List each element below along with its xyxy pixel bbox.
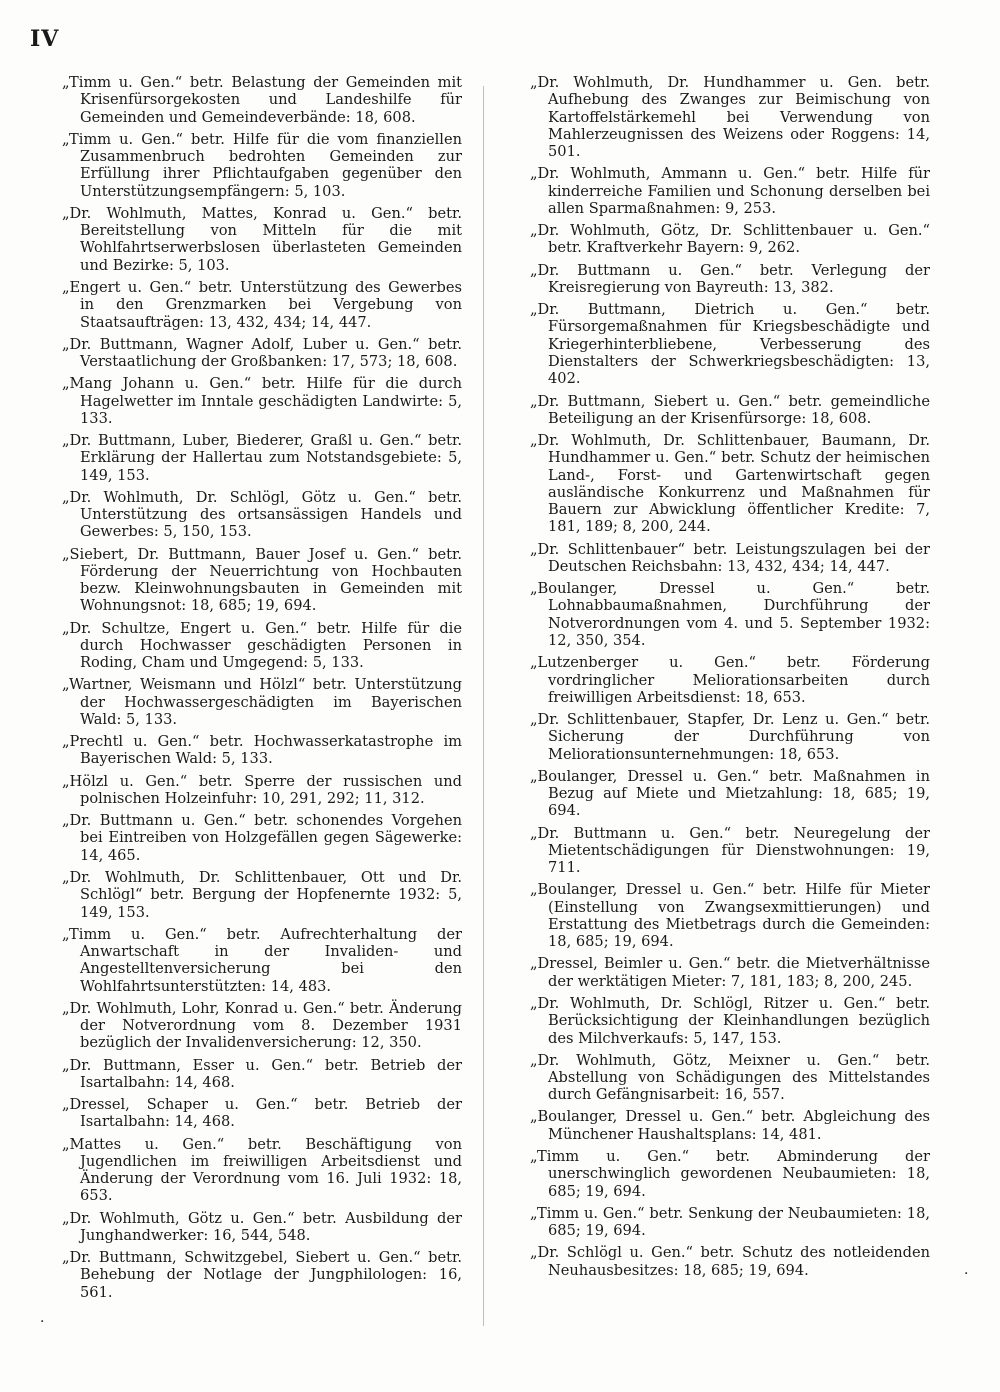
index-entry: „Timm u. Gen.“ betr. Senkung der Neubaumieten: 18, 685; 19, 694. [530, 1204, 930, 1240]
index-entry: „Dr. Schultze, Engert u. Gen.“ betr. Hilfe für die durch Hochwasser geschädigten Personen in Roding, Cham und Umgegend: 5, 133. [62, 619, 462, 672]
index-entry: „Dr. Buttmann u. Gen.“ betr. Neuregelung der Mietentschädigungen für Dienstwohnungen: 19, 711. [530, 824, 930, 877]
index-entry: „Lutzenberger u. Gen.“ betr. Förderung vordringlicher Meliorationsarbeiten durch freiwilligen Arbeitsdienst: 18, 653. [530, 654, 930, 706]
index-entry: „Boulanger, Dressel u. Gen.“ betr. Maßnahmen in Bezug auf Miete und Mietzahlung: 18, 685; 19, 694. [530, 767, 930, 820]
index-entry: „Siebert, Dr. Buttmann, Bauer Josef u. Gen.“ betr. Förderung der Neuerrichtung von Hochbauten bezw. Kleinwohnungsbauten in Gemeinden mit Wohnungsnot: 18, 685; 19, 694. [62, 545, 462, 615]
index-entry: „Dr. Buttmann, Luber, Biederer, Graßl u. Gen.“ betr. Erklärung der Hallertau zum Notstandsgebiete: 5, 149, 153. [62, 431, 462, 484]
index-entry: „Dr. Schlittenbauer, Stapfer, Dr. Lenz u. Gen.“ betr. Sicherung der Durchführung von Meliorationsunternehmungen: 18, 653. [530, 711, 930, 763]
index-entry: „Dr. Buttmann, Siebert u. Gen.“ betr. gemeindliche Beteiligung an der Krisenfürsorge: 18, 608. [530, 392, 930, 427]
index-entry: „Dr. Schlittenbauer“ betr. Leistungszulagen bei der Deutschen Reichsbahn: 13, 432, 434; 14, 447. [530, 540, 930, 575]
index-entry: „Dressel, Beimler u. Gen.“ betr. die Mietverhältnisse der werktätigen Mieter: 7, 181, 183; 8, 200, 245. [530, 955, 930, 990]
index-entry: „Boulanger, Dressel u. Gen.“ betr. Hilfe für Mieter (Einstellung von Zwangsexmittierungen) und Erstattung des Mietbetrags durch die Gemeinden: 18, 685; 19, 694. [530, 881, 930, 951]
left-column [62, 74, 462, 1306]
index-entry: „Dr. Buttmann u. Gen.“ betr. schonendes Vorgehen bei Eintreiben von Holzgefällen gegen Sägewerke: 14, 465. [62, 812, 462, 864]
index-entry: „Mattes u. Gen.“ betr. Beschäftigung von Jugendlichen im freiwilligen Arbeitsdienst und Änderung der Verordnung vom 16. Juli 1932: 18, 653. [62, 1135, 462, 1205]
index-entry: „Mang Johann u. Gen.“ betr. Hilfe für die durch Hagelwetter im Inntale geschädigten Landwirte: 5, 133. [62, 375, 462, 427]
column-divider [483, 86, 484, 1326]
index-entry: „Boulanger, Dressel u. Gen.“ betr. Lohnabbaumaßnahmen, Durchführung der Notverordnungen vom 4. und 5. September 1932: 12, 350, 354. [530, 580, 930, 650]
index-entry: „Dr. Schlögl u. Gen.“ betr. Schutz des notleidenden Neuhausbesitzes: 18, 685; 19, 694. [530, 1244, 930, 1279]
index-entry: „Dr. Wohlmuth, Ammann u. Gen.“ betr. Hilfe für kinderreiche Familien und Schonung derselben bei allen Sparmaßnahmen: 9, 253. [530, 165, 930, 217]
index-entry: „Boulanger, Dressel u. Gen.“ betr. Abgleichung des Münchener Haushaltsplans: 14, 481. [530, 1108, 930, 1143]
index-entry: „Dr. Buttmann, Dietrich u. Gen.“ betr. Fürsorgemaßnahmen für Kriegsbeschädigte und Kriegerhinterbliebene, Verbesserung des Dienstalters der Schwerkriegsbeschädigten: 13, 402. [530, 301, 930, 388]
index-entry: „Wartner, Weismann und Hölzl“ betr. Unterstützung der Hochwassergeschädigten im Bayerischen Wald: 5, 133. [62, 676, 462, 728]
index-entry: „Timm u. Gen.“ betr. Hilfe für die vom finanziellen Zusammenbruch bedrohten Gemeinden zur Erfüllung ihrer Pflichtaufgaben gegenüber den Unterstützungsempfängern: 5, 103. [62, 130, 462, 200]
index-entry: „Dr. Wohlmuth, Dr. Hundhammer u. Gen. betr. Aufhebung des Zwanges zur Beimischung von Kartoffelstärkemehl bei Verwendung von Mahlerzeugnissen des Weizens oder Roggens: 14, 501. [530, 74, 930, 161]
index-entry: „Dr. Wohlmuth, Dr. Schlittenbauer, Ott und Dr. Schlögl“ betr. Bergung der Hopfenernte 1932: 5, 149, 153. [62, 868, 462, 921]
index-entry: „Dr. Wohlmuth, Dr. Schlögl, Götz u. Gen.“ betr. Unterstützung des ortsansässigen Handels und Gewerbes: 5, 150, 153. [62, 488, 462, 541]
index-entry: „Timm u. Gen.“ betr. Aufrechterhaltung der Anwartschaft in der Invaliden- und Angestelltenversicherung bei den Wohlfahrtsunterstützten: 14, 483. [62, 925, 462, 995]
index-entry: „Dr. Wohlmuth, Götz, Meixner u. Gen.“ betr. Abstellung von Schädigungen des Mittelstandes durch Gefängnisarbeit: 16, 557. [530, 1051, 930, 1104]
page-number: IV [30, 26, 60, 52]
index-entry: „Hölzl u. Gen.“ betr. Sperre der russischen und polnischen Holzeinfuhr: 10, 291, 292; 11, 312. [62, 772, 462, 807]
index-entry: „Dr. Buttmann, Schwitzgebel, Siebert u. Gen.“ betr. Behebung der Notlage der Jungphilologen: 16, 561. [62, 1249, 462, 1301]
index-entry: „Dr. Wohlmuth, Götz, Dr. Schlittenbauer u. Gen.“ betr. Kraftverkehr Bayern: 9, 262. [530, 222, 930, 257]
index-entry: „Dr. Wohlmuth, Dr. Schlögl, Ritzer u. Gen.“ betr. Berücksichtigung der Kleinhandlungen bezüglich des Milchverkaufs: 5, 147, 153. [530, 994, 930, 1047]
index-entry: „Dr. Wohlmuth, Dr. Schlittenbauer, Baumann, Dr. Hundhammer u. Gen.“ betr. Schutz der heimischen Land-, Forst- und Gartenwirtschaft gegen ausländische Konkurrenz und Maßnahmen für Bauern zur Abwicklung öffentlicher Kredite: 7, 181, 189; 8, 200, 244. [530, 431, 930, 536]
index-entry: „Dr. Buttmann u. Gen.“ betr. Verlegung der Kreisregierung von Bayreuth: 13, 382. [530, 261, 930, 296]
index-entry: „Dr. Buttmann, Esser u. Gen.“ betr. Betrieb der Isartalbahn: 14, 468. [62, 1056, 462, 1091]
index-entry: „Timm u. Gen.“ betr. Belastung der Gemeinden mit Krisenfürsorgekosten und Landeshilfe für Gemeinden und Gemeindeverbände: 18, 608. [62, 74, 462, 126]
print-mark: · [964, 1266, 969, 1282]
index-entry: „Dr. Buttmann, Wagner Adolf, Luber u. Gen.“ betr. Verstaatlichung der Großbanken: 17, 573; 18, 608. [62, 335, 462, 371]
index-entry: „Dr. Wohlmuth, Götz u. Gen.“ betr. Ausbildung der Junghandwerker: 16, 544, 548. [62, 1209, 462, 1244]
index-entry: „Timm u. Gen.“ betr. Abminderung der unerschwinglich gewordenen Neubaumieten: 18, 685; 19, 694. [530, 1147, 930, 1200]
right-column [530, 74, 930, 1284]
index-entry: „Dr. Wohlmuth, Mattes, Konrad u. Gen.“ betr. Bereitstellung von Mitteln für die mit Wohlfahrtserwerbslosen überlasteten Gemeinden und Bezirke: 5, 103. [62, 204, 462, 274]
index-entry: „Prechtl u. Gen.“ betr. Hochwasserkatastrophe im Bayerischen Wald: 5, 133. [62, 733, 462, 768]
print-mark: · [40, 1314, 45, 1330]
index-entry: „Dr. Wohlmuth, Lohr, Konrad u. Gen.“ betr. Änderung der Notverordnung vom 8. Dezember 1931 bezüglich der Invalidenversicherung: 12, 350. [62, 999, 462, 1052]
index-entry: „Engert u. Gen.“ betr. Unterstützung des Gewerbes in den Grenzmarken bei Vergebung von Staatsaufträgen: 13, 432, 434; 14, 447. [62, 278, 462, 331]
index-entry: „Dressel, Schaper u. Gen.“ betr. Betrieb der Isartalbahn: 14, 468. [62, 1096, 462, 1131]
